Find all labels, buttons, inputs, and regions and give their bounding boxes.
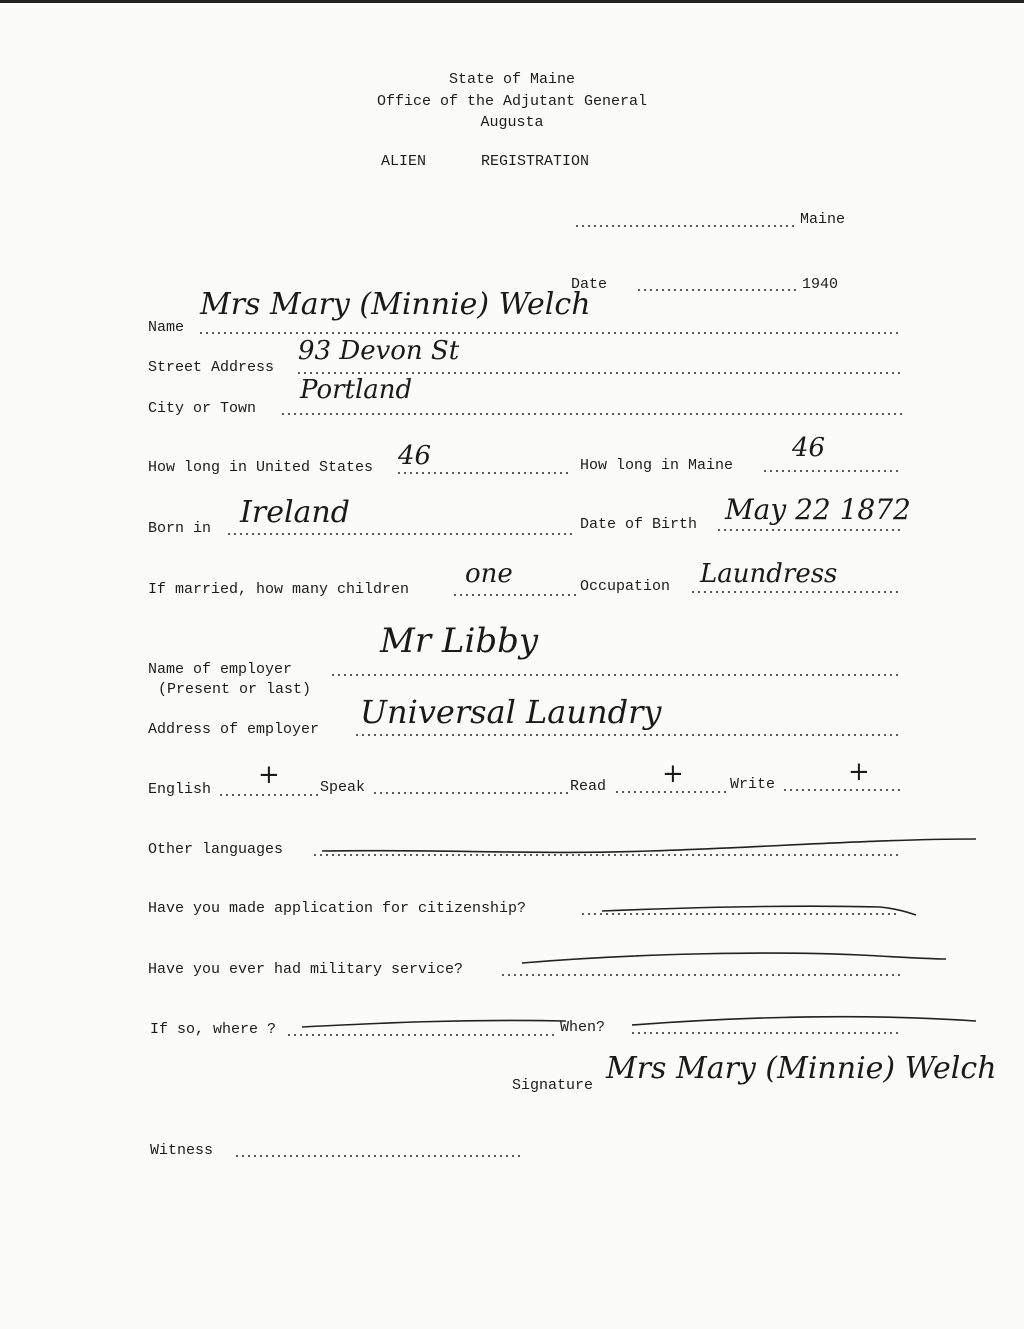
speak-line — [372, 792, 568, 794]
employer-sub: (Present or last) — [158, 681, 312, 698]
military-label: Have you ever had military service? — [148, 961, 464, 978]
street-value: 93 Devon St — [298, 336, 460, 366]
military-dash — [520, 947, 950, 973]
city-value: Portland — [300, 375, 413, 405]
date-label: Date — [571, 276, 608, 293]
us-value: 46 — [398, 441, 432, 471]
born-value: Ireland — [240, 495, 350, 530]
where-label: If so, where ? — [150, 1021, 277, 1038]
date-year: 1940 — [802, 276, 839, 293]
dob-label: Date of Birth — [580, 516, 698, 533]
street-line — [296, 372, 902, 374]
witness-line — [234, 1155, 524, 1157]
occupation-value: Laundress — [700, 559, 838, 589]
header-city: Augusta — [480, 114, 544, 131]
date-line — [636, 289, 800, 291]
born-line — [226, 533, 576, 535]
children-label: If married, how many children — [148, 581, 410, 598]
name-line — [198, 332, 902, 334]
children-value: one — [465, 559, 513, 589]
signature-label: Signature — [512, 1077, 594, 1094]
dob-value: May 22 1872 — [725, 493, 911, 526]
us-line — [396, 472, 572, 474]
employer-label: Name of employer — [148, 661, 293, 678]
us-label: How long in United States — [148, 459, 374, 476]
place-suffix: Maine — [800, 211, 846, 228]
employer-line — [330, 674, 902, 676]
english-value: + — [258, 760, 280, 790]
where-dash — [300, 1011, 570, 1037]
maine-label: How long in Maine — [580, 457, 734, 474]
city-label: City or Town — [148, 400, 257, 417]
occupation-label: Occupation — [580, 578, 671, 595]
write-value: + — [848, 757, 870, 787]
signature-value: Mrs Mary (Minnie) Welch — [606, 1051, 997, 1086]
header-state: State of Maine — [448, 71, 576, 88]
emp-addr-value: Universal Laundry — [360, 693, 662, 731]
read-line — [614, 791, 728, 793]
read-value: + — [662, 759, 684, 789]
speak-label: Speak — [320, 779, 366, 796]
witness-label: Witness — [150, 1142, 214, 1159]
citizenship-label: Have you made application for citizenship? — [148, 900, 527, 917]
read-label: Read — [570, 778, 607, 795]
employer-value: Mr Libby — [380, 621, 539, 661]
write-label: Write — [730, 776, 776, 793]
military-line — [500, 974, 902, 976]
title-alien: ALIEN — [381, 153, 427, 170]
english-label: English — [148, 781, 212, 798]
other-lang-dash — [320, 829, 980, 863]
dob-line — [716, 529, 902, 531]
street-label: Street Address — [148, 359, 275, 376]
occupation-line — [690, 591, 902, 593]
title-registration: REGISTRATION — [481, 153, 590, 170]
citizenship-dash — [600, 897, 920, 921]
name-value: Mrs Mary (Minnie) Welch — [200, 287, 591, 322]
header-office: Office of the Adjutant General — [376, 93, 648, 110]
when-dash — [630, 1007, 980, 1033]
maine-line — [762, 470, 902, 472]
emp-addr-line — [354, 734, 902, 736]
born-label: Born in — [148, 520, 212, 537]
city-line — [280, 413, 902, 415]
other-lang-label: Other languages — [148, 841, 284, 858]
maine-value: 46 — [792, 433, 826, 463]
name-label: Name — [148, 319, 185, 336]
place-line — [574, 225, 798, 227]
write-line — [782, 789, 902, 791]
children-line — [452, 594, 576, 596]
when-label: When? — [560, 1019, 606, 1036]
english-line — [218, 794, 318, 796]
emp-addr-label: Address of employer — [148, 721, 320, 738]
